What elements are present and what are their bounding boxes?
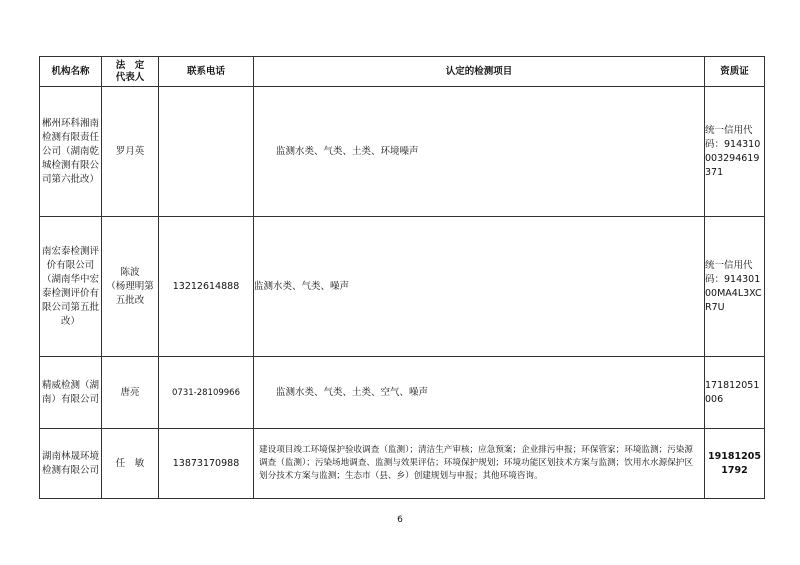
cert-cell: 统一信用代码：91430100MA4L3XCR7U <box>705 217 765 357</box>
table-row <box>40 217 765 357</box>
phone-cell: 13212614888 <box>159 217 254 357</box>
qualification-table <box>39 56 765 499</box>
header-legal-rep-text: 法 定 代表人 <box>115 59 145 83</box>
phone-cell: 13873170988 <box>159 429 254 499</box>
cert-cell: 统一信用代码：91431000329461937​1 <box>705 87 765 217</box>
table-row <box>40 429 765 499</box>
phone-cell <box>159 87 254 217</box>
header-items: 认定的检测项目 <box>254 57 705 87</box>
org-name-cell: 湖南林晟环境检测有限公司 <box>40 429 102 499</box>
legal-rep-cell: 罗月英 <box>102 87 159 217</box>
legal-rep-cell: 任 敏 <box>102 429 159 499</box>
table-row <box>40 87 765 217</box>
header-org-name: 机构名称 <box>40 57 102 87</box>
legal-rep-cell: 唐亮 <box>102 357 159 429</box>
org-name-cell: 郴州环科湘南检测有限责任公司（湖南乾城检测有限公司第六批改） <box>40 87 102 217</box>
table-row <box>40 357 765 429</box>
items-cell: 监测水类、气类、土类、环境噪声 <box>254 87 705 217</box>
table-header-row <box>40 57 765 87</box>
header-legal-rep <box>102 57 159 87</box>
items-cell: 建设项目竣工环境保护验收调查（监测）；清洁生产审核；应急预案；企业排污申报；环保管家；环境监测；污染源调查（监测）；污染场地调查、监测与效果评估；环境保护规划；环境功能区划技术方案与监测；饮用水水源保护区划分技术方案与监测；生态市（县、乡）创建规划与申报；其他环境咨询。 <box>254 429 705 499</box>
cert-cell: 191812051792 <box>705 429 765 499</box>
cert-cell: 171812051006 <box>705 357 765 429</box>
items-cell: 监测水类、气类、土类、空气、噪声 <box>254 357 705 429</box>
org-name-cell: 南宏泰检测评价有限公司（湖南华中宏泰检测评价有限公司第五批改） <box>40 217 102 357</box>
legal-rep-cell <box>102 217 159 357</box>
org-name-cell: 精威检测（湖南）有限公司 <box>40 357 102 429</box>
phone-cell: 0731-28109966 <box>159 357 254 429</box>
items-cell: 监测水类、气类、噪声 <box>254 217 705 357</box>
header-phone: 联系电话 <box>159 57 254 87</box>
page-number: 6 <box>397 515 403 525</box>
legal-rep-text: 陈波 （杨理明第五批改 <box>106 266 154 306</box>
header-cert: 资质证 <box>705 57 765 87</box>
